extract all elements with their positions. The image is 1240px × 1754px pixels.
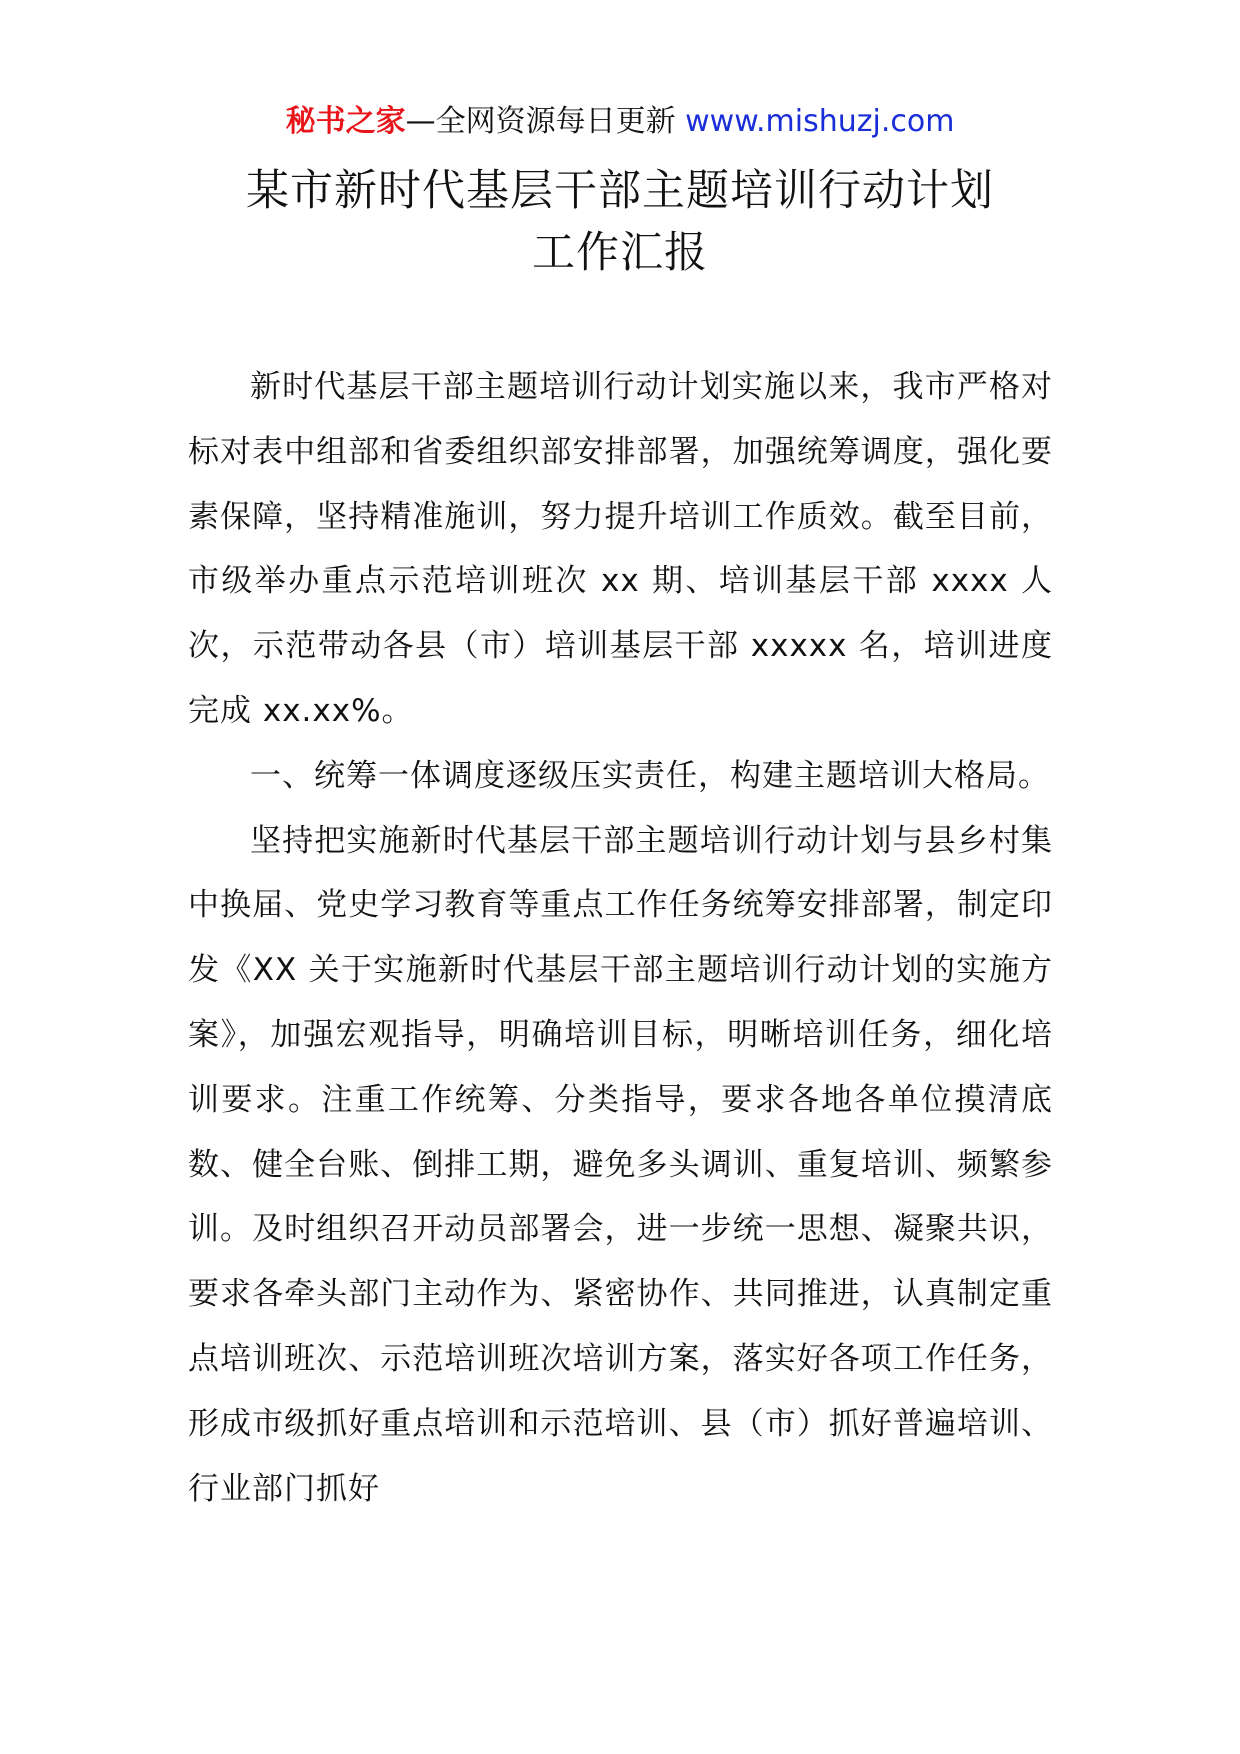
section-heading-1: 一、统筹一体调度逐级压实责任，构建主题培训大格局。 [250, 757, 1050, 794]
document-body [188, 355, 1053, 1521]
site-brand: 秘书之家 [285, 104, 406, 139]
site-url-link[interactable]: www.mishuzj.com [685, 104, 955, 139]
document-title [0, 160, 1240, 284]
site-header [0, 100, 1240, 144]
intro-paragraph: 新时代基层干部主题培训行动计划实施以来，我市严格对标对表中组部和省委组织部安排部署，加强统筹调度，强化要素保障，坚持精准施训，努力提升培训工作质效。截至目前，市级举办重点示范培训班次 xx 期、培训基层干部 xxxx 人次，示范带动各县（市）培训基层干部 xxxxx 名，培训进度完成 xx.xx%。 [188, 369, 1053, 729]
section-1-paragraph: 坚持把实施新时代基层干部主题培训行动计划与县乡村集中换届、党史学习教育等重点工作任务统筹安排部署，制定印发《XX 关于实施新时代基层干部主题培训行动计划的实施方案》，加强宏观指导，明确培训目标，明晰培训任务，细化培训要求。注重工作统筹、分类指导，要求各地各单位摸清底数、健全台账、倒排工期，避免多头调训、重复培训、频繁参训。及时组织召开动员部署会，进一步统一思想、凝聚共识，要求各牵头部门主动作为、紧密协作、共同推进，认真制定重点培训班次、示范培训班次培训方案，落实好各项工作任务，形成市级抓好重点培训和示范培训、县（市）抓好普遍培训、行业部门抓好 [188, 822, 1053, 1507]
document-title-line1: 某市新时代基层干部主题培训行动计划 [246, 166, 994, 216]
site-tagline: —全网资源每日更新 [405, 104, 676, 139]
document-title-line2: 工作汇报 [532, 228, 708, 278]
